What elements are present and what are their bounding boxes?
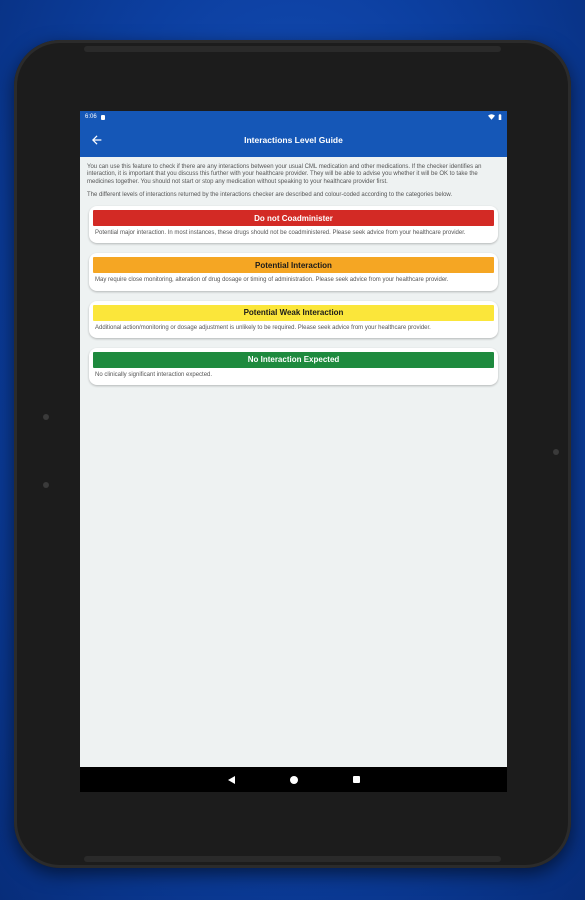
nav-home-icon[interactable] xyxy=(290,776,298,784)
level-description: No clinically significant interaction expected. xyxy=(95,371,213,378)
notification-icon xyxy=(101,115,105,120)
level-label: Potential Interaction xyxy=(93,257,494,273)
tablet-camera xyxy=(553,449,559,455)
wifi-icon xyxy=(488,114,495,120)
level-card-no-interaction-expected xyxy=(89,348,498,385)
tablet-sensor xyxy=(43,482,49,488)
status-bar xyxy=(80,111,507,123)
guide-content xyxy=(80,157,507,385)
tablet-edge-top xyxy=(84,46,501,52)
system-nav-bar xyxy=(80,767,507,792)
arrow-back-icon xyxy=(92,135,102,145)
level-label: Do not Coadminister xyxy=(93,210,494,226)
level-description: Potential major interaction. In most instances, these drugs should not be coadministered. Please seek advice from your healthcare provider. xyxy=(95,230,466,237)
app-bar xyxy=(80,123,507,157)
level-description: Additional action/monitoring or dosage adjustment is unlikely to be required. Please seek advice from your healthcare provider. xyxy=(95,324,431,331)
tablet-sensor xyxy=(43,414,49,420)
app-screen xyxy=(80,111,507,792)
intro-paragraph: You can use this feature to check if there are any interactions between your usual CML medication and other medications. If the checker identifies an interaction, it is important that you discuss this further with your healthcare provider. They will be able to advise you whether it will be OK to take the medicines together. You should not start or stop any medication without speaking to your healthcare provider first. xyxy=(87,164,482,185)
status-time: 6:06 xyxy=(85,114,97,120)
intro-paragraph: The different levels of interactions returned by the interactions checker are described and colour-coded according to the categories below. xyxy=(87,191,453,198)
level-label: Potential Weak Interaction xyxy=(93,305,494,321)
level-card-potential-interaction xyxy=(89,253,498,290)
page-title: Interactions Level Guide xyxy=(244,135,343,145)
level-description: May require close monitoring, alteration of drug dosage or timing of administration. Please seek advice from your healthcare provider. xyxy=(95,277,449,284)
level-card-potential-weak-interaction xyxy=(89,301,498,338)
battery-icon xyxy=(498,114,502,120)
nav-back-icon[interactable] xyxy=(228,776,235,784)
level-label: No Interaction Expected xyxy=(93,352,494,368)
tablet-edge-bottom xyxy=(84,856,501,862)
level-card-do-not-coadminister xyxy=(89,206,498,243)
back-button[interactable] xyxy=(88,131,106,149)
nav-recents-icon[interactable] xyxy=(353,776,360,783)
